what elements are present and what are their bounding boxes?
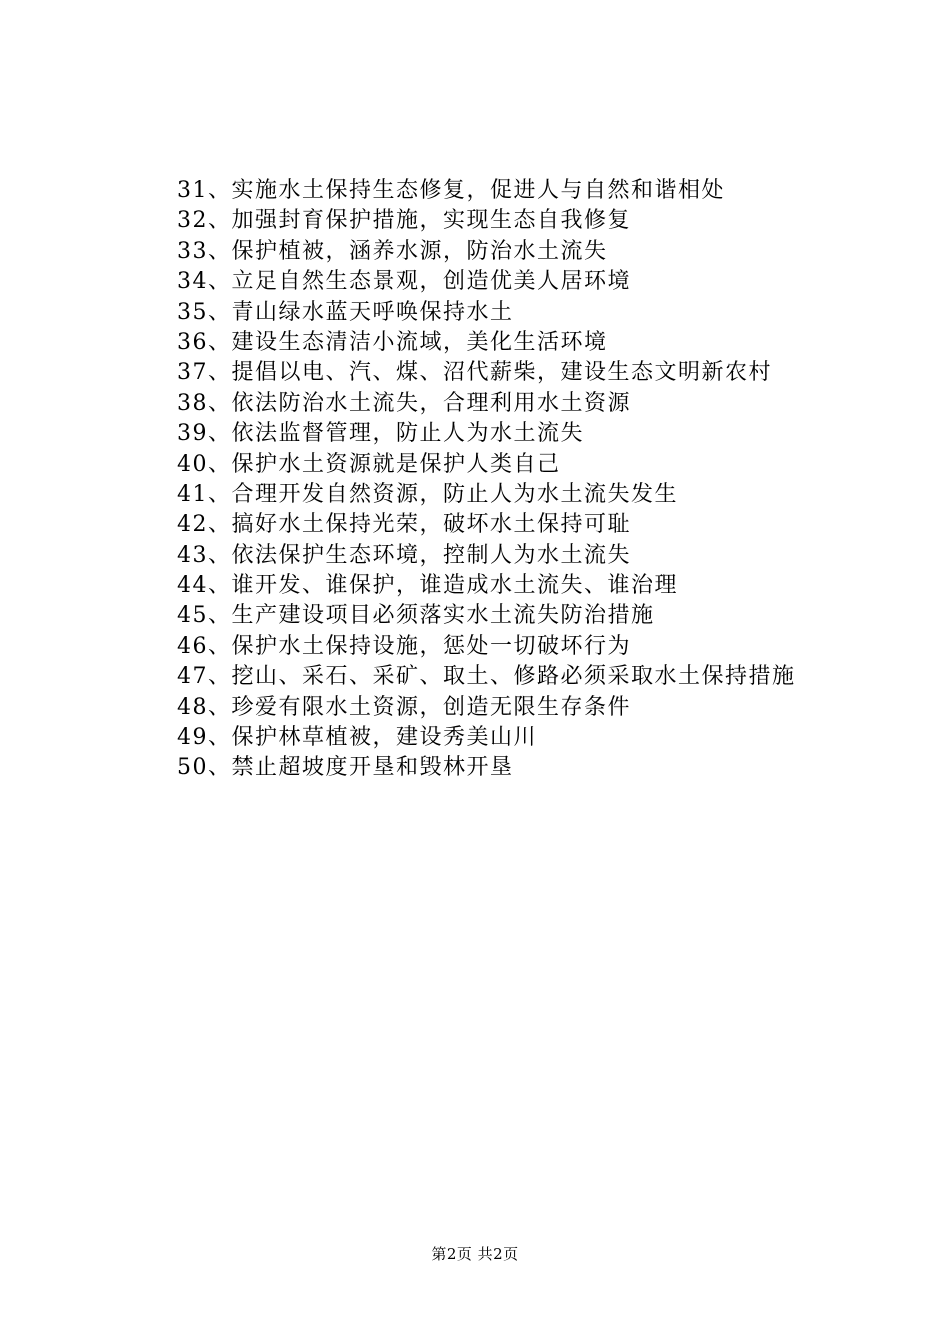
slogan-35: 35、青山绿水蓝天呼唤保持水土 [177,299,514,325]
slogan-37: 37、提倡以电、汽、煤、沼代薪柴，建设生态文明新农村 [177,360,772,386]
slogan-39: 39、依法监督管理，防止人为水土流失 [177,421,584,447]
slogan-48: 48、珍爱有限水土资源，创造无限生存条件 [177,694,631,720]
slogan-list [130,176,830,784]
slogan-38: 38、依法防治水土流失，合理利用水土资源 [177,390,631,416]
slogan-45: 45、生产建设项目必须落实水土流失防治措施 [177,603,655,629]
slogan-33: 33、保护植被，涵养水源，防治水土流失 [177,238,608,264]
slogan-31: 31、实施水土保持生态修复，促进人与自然和谐相处 [177,178,725,203]
slogan-40: 40、保护水土资源就是保护人类自己 [177,451,561,477]
slogan-49: 49、保护林草植被，建设秀美山川 [177,725,537,751]
slogan-34: 34、立足自然生态景观，创造优美人居环境 [177,269,631,295]
slogan-41: 41、合理开发自然资源，防止人为水土流失发生 [177,481,678,507]
page-number-label: 第2页 共2页 [431,1245,519,1263]
slogan-43: 43、依法保护生态环境，控制人为水土流失 [177,542,631,568]
slogan-50: 50、禁止超坡度开垦和毁林开垦 [177,755,514,781]
slogan-46: 46、保护水土保持设施，惩处一切破坏行为 [177,633,631,659]
slogan-42: 42、搞好水土保持光荣，破坏水土保持可耻 [177,512,631,538]
slogan-44: 44、谁开发、谁保护，谁造成水土流失、谁治理 [177,573,678,599]
slogan-47: 47、挖山、采石、采矿、取土、修路必须采取水土保持措施 [177,664,796,690]
page-footer [0,1244,950,1264]
slogan-36: 36、建设生态清洁小流域，美化生活环境 [177,329,608,355]
slogan-32: 32、加强封育保护措施，实现生态自我修复 [177,208,631,234]
